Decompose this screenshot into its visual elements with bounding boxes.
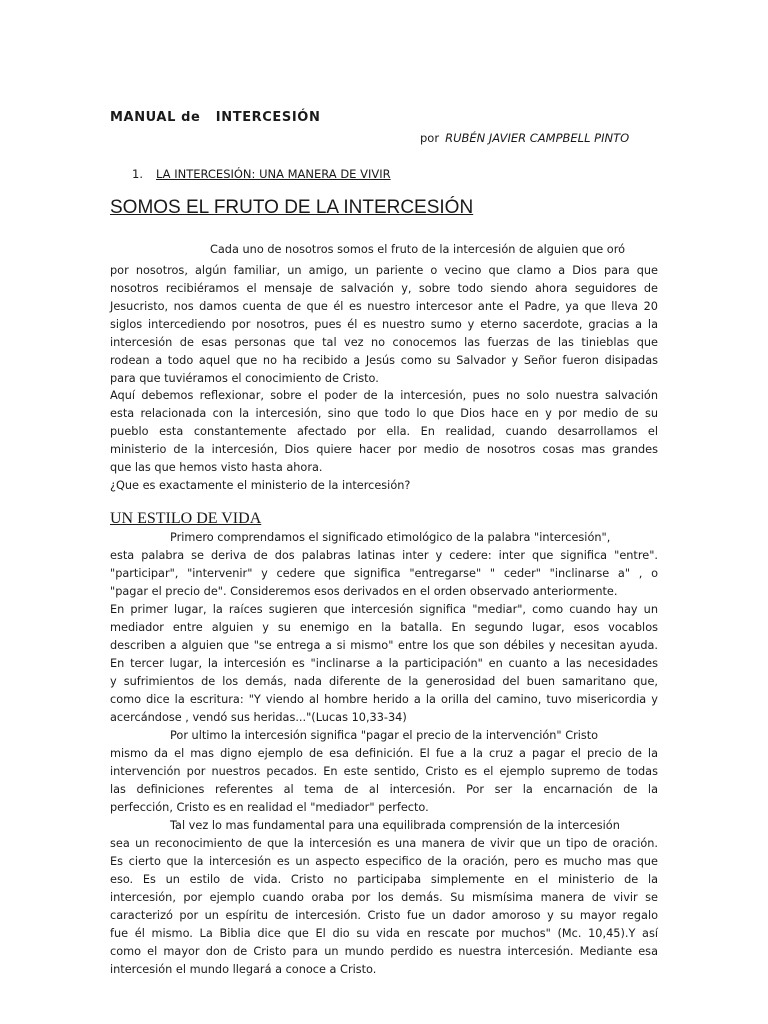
paragraph-line: Aquí debemos reflexionar, sobre el poder de la intercesión, pues no solo nuestra salvación xyxy=(110,389,658,402)
document-title: MANUAL de INTERCESIÓN xyxy=(110,110,321,125)
author-line xyxy=(420,131,629,145)
paragraph-line: describen a alguien que "se entrega a si mismo" entre los que son débiles y necesitan ayuda. xyxy=(110,639,658,652)
paragraph-line: mediador entre alguien y su enemigo en la batalla. En segundo lugar, esos vocablos xyxy=(110,621,658,634)
author-name: RUBÉN JAVIER CAMPBELL PINTO xyxy=(445,131,630,145)
paragraph-line: intercesión el mundo llegará a conoce a Cristo. xyxy=(110,963,377,976)
author-prefix: por xyxy=(420,131,440,145)
paragraph-line: para que tuviéramos el conocimiento de Cristo. xyxy=(110,372,379,385)
paragraph-line: Por ultimo la intercesión significa "pagar el precio de la intervención" Cristo xyxy=(170,729,599,742)
paragraph-line: intercesión de esas personas que tal vez no conocemos las fuerzas de las tinieblas que xyxy=(110,336,658,349)
paragraph-line: perfección, Cristo es en realidad el "mediador" perfecto. xyxy=(110,801,429,814)
paragraph-line: sea un reconocimiento de que la intercesión es una manera de vivir que un tipo de oración. xyxy=(110,837,658,850)
paragraph-line: siglos intercediendo por nosotros, pues él es nuestro sumo y eterno sacerdote, gracias a la xyxy=(110,318,658,331)
paragraph-line: como dice la escritura: "Y viendo al hombre herido a la orilla del camino, tuvo misericordia y xyxy=(110,693,658,706)
section-heading-estilo: UN ESTILO DE VIDA xyxy=(110,510,262,527)
paragraph-line: Es cierto que la intercesión es un aspecto especifico de la oración, pero es mucho mas que xyxy=(110,855,658,868)
paragraph-line: las definiciones referentes al tema de al intercesión. Por ser la encarnación de la xyxy=(110,783,658,796)
paragraph-line: Primero comprendamos el significado etimológico de la palabra "intercesión", xyxy=(170,531,611,544)
paragraph-line: En primer lugar, la raíces sugieren que intercesión significa "mediar", como cuando hay un xyxy=(110,603,658,616)
list-number: 1. xyxy=(132,167,143,181)
numbered-heading xyxy=(132,167,391,181)
paragraph-line: fue él mismo. La Biblia dice que El dio su vida en rescate por muchos" (Mc. 10,45).Y así xyxy=(110,927,658,940)
paragraph-line: ministerio de la intercesión, Dios quiere hacer por medio de nosotros cosas mas grandes xyxy=(110,443,658,456)
paragraph-line: mismo da el mas digno ejemplo de esa definición. El fue a la cruz a pagar el precio de la xyxy=(110,747,658,760)
paragraph-line: nosotros recibiéramos el mensaje de salvación y, sobre todo siendo ahora seguidores de xyxy=(110,282,658,295)
paragraph-line: como el mayor don de Cristo para un mundo perdido es nuestra intercesión. Mediante esa xyxy=(110,945,658,958)
paragraph-line: "participar", "intervenir" y cedere que significa "entregarse" " ceder" "inclinarse a" , o xyxy=(110,567,658,580)
paragraph-line: Cada uno de nosotros somos el fruto de la intercesión de alguien que oró xyxy=(210,243,626,256)
paragraph-line: pueblo esta constantemente afectado por ella. En realidad, cuando desarrollamos el xyxy=(110,425,658,438)
section-heading-fruto: SOMOS EL FRUTO DE LA INTERCESIÓN xyxy=(110,197,474,218)
paragraph-line: y sufrimientos de los demás, nada diferente de la generosidad del buen samaritano que, xyxy=(110,675,658,688)
paragraph-line: ¿Que es exactamente el ministerio de la intercesión? xyxy=(110,479,411,492)
paragraph-line: intercesión, por ejemplo cuando oraba por los demás. Su mismísima manera de vivir se xyxy=(110,891,658,904)
paragraph-line: esta relacionada con la intercesión, sino que todo lo que Dios hace en y por medio de su xyxy=(110,407,658,420)
paragraph-line: eso. Es un estilo de vida. Cristo no participaba simplemente en el ministerio de la xyxy=(110,873,658,886)
paragraph-line: caracterizó por un espíritu de intercesión. Cristo fue un dador amoroso y su mayor regalo xyxy=(110,909,658,922)
paragraph-line: esta palabra se deriva de dos palabras latinas inter y cedere: inter que significa "entre". xyxy=(110,549,658,562)
paragraph-line: por nosotros, algún familiar, un amigo, un pariente o vecino que clamo a Dios para que xyxy=(110,264,658,277)
paragraph-line: que las que hemos visto hasta ahora. xyxy=(110,461,323,474)
paragraph-line: acercándose , vendó sus heridas..."(Lucas 10,33-34) xyxy=(110,711,407,724)
paragraph-line: "pagar el precio de". Consideremos esos derivados en el orden observado anteriormente. xyxy=(110,585,618,598)
paragraph-line: Jesucristo, nos damos cuenta de que él es nuestro intercesor ante el Padre, ya que lleva 20 xyxy=(110,300,658,313)
paragraph-line: rodean a todo aquel que no ha recibido a Jesús como su Salvador y Señor fueron disipadas xyxy=(110,354,658,367)
paragraph-line: intervención por nuestros pecados. En este sentido, Cristo es el ejemplo supremo de todas xyxy=(110,765,658,778)
paragraph-line: Tal vez lo mas fundamental para una equilibrada comprensión de la intercesión xyxy=(170,819,620,832)
paragraph-line: En tercer lugar, la intercesión es "inclinarse a la participación" en cuanto a las necesidades xyxy=(110,657,658,670)
list-text: LA INTERCESIÓN: UNA MANERA DE VIVIR xyxy=(156,167,391,181)
